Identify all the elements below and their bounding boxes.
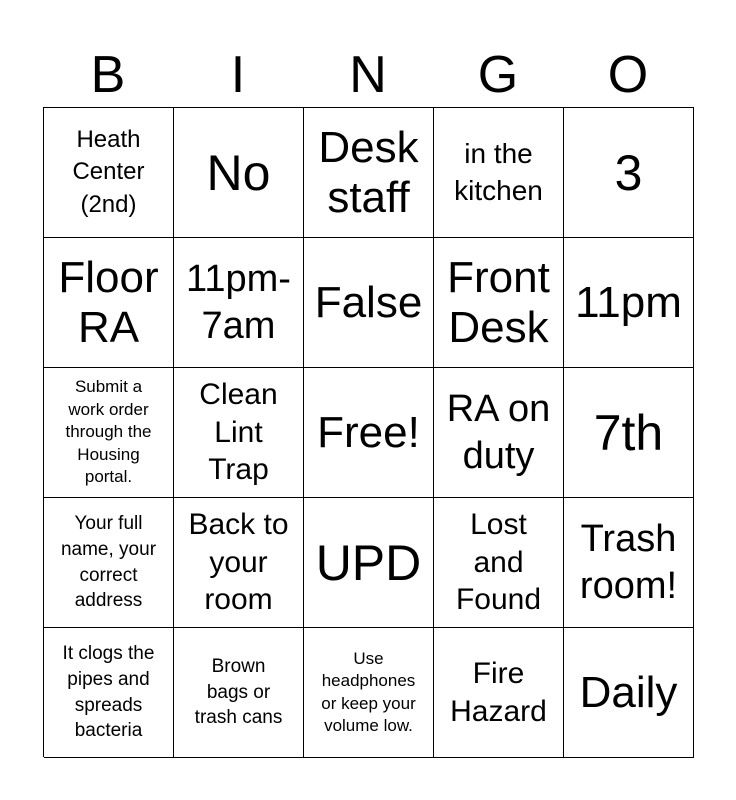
header-letter-b: B — [90, 46, 126, 104]
bingo-cell[interactable]: 11pm- 7am — [174, 238, 304, 368]
bingo-cell[interactable]: No — [174, 108, 304, 238]
bingo-cell[interactable]: Trash room! — [564, 498, 694, 628]
header-letter-n: N — [349, 46, 387, 104]
bingo-cell[interactable]: Desk staff — [304, 108, 434, 238]
bingo-header — [43, 44, 693, 106]
bingo-cell[interactable]: It clogs the pipes and spreads bacteria — [44, 628, 174, 758]
bingo-cell[interactable]: Your full name, your correct address — [44, 498, 174, 628]
free-space-cell[interactable]: Free! — [304, 368, 434, 498]
bingo-cell[interactable]: Submit a work order through the Housing portal. — [44, 368, 174, 498]
bingo-cell[interactable]: Daily — [564, 628, 694, 758]
bingo-cell[interactable]: False — [304, 238, 434, 368]
bingo-cell[interactable]: Back to your room — [174, 498, 304, 628]
bingo-cell[interactable]: Fire Hazard — [434, 628, 564, 758]
header-letter-o: O — [607, 46, 649, 104]
bingo-cell[interactable]: UPD — [304, 498, 434, 628]
bingo-cell[interactable]: Brown bags or trash cans — [174, 628, 304, 758]
bingo-cell[interactable]: 7th — [564, 368, 694, 498]
header-letter-i: I — [230, 46, 246, 104]
bingo-cell[interactable]: RA on duty — [434, 368, 564, 498]
bingo-cell[interactable]: Clean Lint Trap — [174, 368, 304, 498]
bingo-cell[interactable]: Floor RA — [44, 238, 174, 368]
bingo-cell[interactable]: Front Desk — [434, 238, 564, 368]
bingo-cell[interactable]: 11pm — [564, 238, 694, 368]
bingo-cell[interactable]: in the kitchen — [434, 108, 564, 238]
bingo-board — [43, 107, 694, 757]
bingo-cell[interactable]: 3 — [564, 108, 694, 238]
header-letter-g: G — [477, 46, 519, 104]
bingo-cell[interactable]: Use headphones or keep your volume low. — [304, 628, 434, 758]
bingo-cell[interactable]: Lost and Found — [434, 498, 564, 628]
bingo-cell[interactable]: Heath Center (2nd) — [44, 108, 174, 238]
